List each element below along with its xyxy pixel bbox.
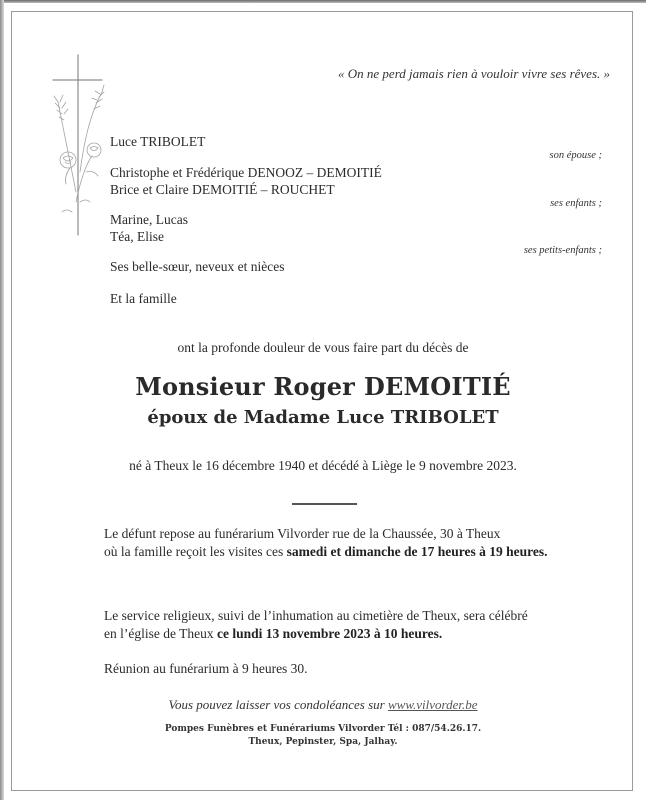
service-line-2 xyxy=(104,626,442,642)
family-relatives: Ses belle-sœur, neveux et nièces xyxy=(110,259,285,274)
scan-edge-top xyxy=(0,0,646,3)
family-child-1: Christophe et Frédérique DENOOZ – DEMOITIÉ xyxy=(110,165,382,180)
service-line-1: Le service religieux, suivi de l’inhumation au cimetière de Theux, sera célébré xyxy=(104,608,528,623)
visitation-text: où la famille reçoit les visites ces xyxy=(104,544,287,559)
family-grandchildren-2: Téa, Elise xyxy=(110,229,164,244)
deceased-first-name: Monsieur Roger xyxy=(135,372,356,401)
epigraph-quote: « On ne perd jamais rien à vouloir vivre ses rêves. » xyxy=(338,66,610,81)
visitation-hours: samedi et dimanche de 17 heures à 19 heures. xyxy=(286,544,548,559)
condolences-text: Vous pouvez laisser vos condoléances sur xyxy=(168,697,388,712)
role-spouse: son épouse ; xyxy=(549,150,602,161)
family-child-2: Brice et Claire DEMOITIÉ – ROUCHET xyxy=(110,182,335,197)
family-grandchildren-1: Marine, Lucas xyxy=(110,212,188,227)
service-datetime: ce lundi 13 novembre 2023 à 10 heures. xyxy=(216,626,443,641)
deceased-name xyxy=(0,372,646,401)
deceased-spouse: époux de Madame Luce TRIBOLET xyxy=(147,407,499,428)
announcement-intro: ont la profonde douleur de vous faire part du décès de xyxy=(177,340,469,355)
family-spouse: Luce TRIBOLET xyxy=(110,134,206,149)
funeral-home-line-1: Pompes Funèbres et Funérariums Vilvorder Tél : 087/54.26.17. xyxy=(164,724,482,734)
birth-death-dates: né à Theux le 16 décembre 1940 et décédé à Liège le 9 novembre 2023. xyxy=(129,458,517,473)
condolences-link[interactable]: www.vilvorder.be xyxy=(387,697,478,712)
condolences-line xyxy=(0,697,646,713)
family-others: Et la famille xyxy=(110,291,177,306)
deceased-last-name: DEMOITIÉ xyxy=(364,372,511,401)
visitation-line-1: Le défunt repose au funérarium Vilvorder rue de la Chaussée, 30 à Theux xyxy=(104,526,501,541)
separator-line xyxy=(292,503,357,505)
role-children: ses enfants ; xyxy=(550,198,602,209)
funeral-home-line-2: Theux, Pepinster, Spa, Jalhay. xyxy=(248,737,398,747)
cross-with-flowers-icon xyxy=(46,52,116,242)
role-grandchildren: ses petits-enfants ; xyxy=(523,245,602,256)
reunion-text: Réunion au funérarium à 9 heures 30. xyxy=(104,661,308,676)
visitation-line-2 xyxy=(104,544,547,560)
service-text: en l’église de Theux xyxy=(104,626,217,641)
